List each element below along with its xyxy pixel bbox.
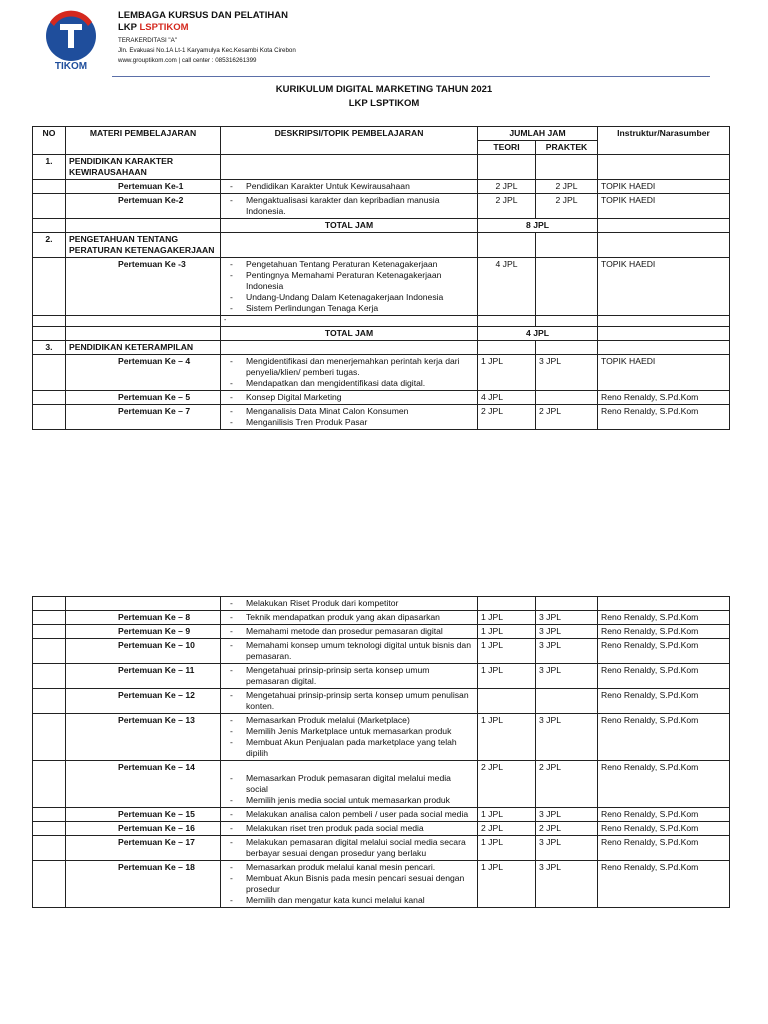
praktek-value bbox=[536, 689, 598, 714]
instructor: Reno Renaldy, S.Pd.Kom bbox=[598, 391, 730, 405]
blank-row bbox=[33, 316, 730, 327]
meeting-label: Pertemuan Ke – 9 bbox=[66, 625, 221, 639]
section-row bbox=[33, 341, 730, 355]
col-teori: TEORI bbox=[478, 141, 536, 155]
praktek-value: 2 JPL bbox=[536, 761, 598, 808]
total-value: 8 JPL bbox=[478, 219, 598, 233]
teori-value: 2 JPL bbox=[478, 194, 536, 219]
curriculum-table-page2 bbox=[32, 596, 730, 908]
instructor: Reno Renaldy, S.Pd.Kom bbox=[598, 714, 730, 761]
col-materi: MATERI PEMBELAJARAN bbox=[66, 127, 221, 155]
topic-item: - Membuat Akun Bisnis pada mesin pencari sesuai dengan prosedur bbox=[224, 873, 474, 895]
table-row bbox=[33, 180, 730, 194]
col-praktek: PRAKTEK bbox=[536, 141, 598, 155]
table-row bbox=[33, 822, 730, 836]
col-no: NO bbox=[33, 127, 66, 155]
topic-item: - Menganilisis Tren Produk Pasar bbox=[224, 417, 474, 428]
topic-item: - Memahami metode dan prosedur pemasaran digital bbox=[224, 626, 474, 637]
topic-item: - Konsep Digital Marketing bbox=[224, 392, 474, 403]
contact: www.grouptikom.com | call center : 085316261399 bbox=[118, 57, 257, 64]
lkp-name: LSPTIKOM bbox=[139, 22, 189, 33]
topic-item: - Memilih dan mengatur kata kunci melalui kanal bbox=[224, 895, 474, 906]
teori-value: 1 JPL bbox=[478, 664, 536, 689]
doc-title-line1: KURIKULUM DIGITAL MARKETING TAHUN 2021 bbox=[275, 84, 493, 95]
blank-dash: - bbox=[221, 316, 478, 327]
praktek-value: 3 JPL bbox=[536, 664, 598, 689]
total-label: TOTAL JAM bbox=[221, 327, 478, 341]
teori-value: 2 JPL bbox=[478, 761, 536, 808]
section-row bbox=[33, 233, 730, 258]
instructor: Reno Renaldy, S.Pd.Kom bbox=[598, 639, 730, 664]
topic-item: - Memasarkan Produk melalui (Marketplace) bbox=[224, 715, 474, 726]
section-title: PENDIDIKAN KETERAMPILAN bbox=[66, 341, 221, 355]
table-row bbox=[33, 391, 730, 405]
meeting-label: Pertemuan Ke – 18 bbox=[66, 861, 221, 908]
meeting-label: Pertemuan Ke – 13 bbox=[66, 714, 221, 761]
instructor: Reno Renaldy, S.Pd.Kom bbox=[598, 761, 730, 808]
table-row bbox=[33, 625, 730, 639]
tikom-logo bbox=[38, 8, 104, 74]
table-row bbox=[33, 861, 730, 908]
org-name: LEMBAGA KURSUS DAN PELATIHAN bbox=[118, 10, 288, 21]
table-row bbox=[33, 664, 730, 689]
instructor: TOPIK HAEDI bbox=[598, 355, 730, 391]
topic-item: - Mengidentifikasi dan menerjemahkan perintah kerja dari penyelia/klien/ pemberi tugas. bbox=[224, 356, 474, 378]
header-divider bbox=[112, 76, 710, 77]
teori-value: 2 JPL bbox=[478, 822, 536, 836]
instructor: Reno Renaldy, S.Pd.Kom bbox=[598, 664, 730, 689]
meeting-label: Pertemuan Ke – 10 bbox=[66, 639, 221, 664]
topic-item: - Teknik mendapatkan produk yang akan dipasarkan bbox=[224, 612, 474, 623]
meeting-label: Pertemuan Ke – 5 bbox=[66, 391, 221, 405]
meeting-label: Pertemuan Ke -3 bbox=[66, 258, 221, 316]
instructor: Reno Renaldy, S.Pd.Kom bbox=[598, 808, 730, 822]
section-no: 1. bbox=[33, 155, 66, 180]
instructor: Reno Renaldy, S.Pd.Kom bbox=[598, 836, 730, 861]
meeting-label: Pertemuan Ke – 4 bbox=[66, 355, 221, 391]
topic-item: - Memahami konsep umum teknologi digital untuk bisnis dan pemasaran. bbox=[224, 640, 474, 662]
topic-item: - Mengetahuai prinsip-prinsip serta konsep umum penulisan konten. bbox=[224, 690, 474, 712]
instructor: Reno Renaldy, S.Pd.Kom bbox=[598, 689, 730, 714]
meeting-label: Pertemuan Ke – 7 bbox=[66, 405, 221, 430]
curriculum-table-page1 bbox=[32, 126, 730, 430]
lkp-name-line: LKP LSPTIKOM bbox=[118, 22, 189, 33]
col-deskripsi: DESKRIPSI/TOPIK PEMBELAJARAN bbox=[221, 127, 478, 155]
meeting-label: Pertemuan Ke-1 bbox=[66, 180, 221, 194]
col-instruktur: Instruktur/Narasumber bbox=[598, 127, 730, 155]
praktek-value: 3 JPL bbox=[536, 639, 598, 664]
meeting-label: Pertemuan Ke – 17 bbox=[66, 836, 221, 861]
table-row bbox=[33, 194, 730, 219]
table-row bbox=[33, 355, 730, 391]
instructor: TOPIK HAEDI bbox=[598, 194, 730, 219]
instructor: Reno Renaldy, S.Pd.Kom bbox=[598, 405, 730, 430]
section-no: 3. bbox=[33, 341, 66, 355]
praktek-value bbox=[536, 258, 598, 316]
org-info bbox=[118, 10, 296, 66]
instructor: TOPIK HAEDI bbox=[598, 258, 730, 316]
doc-title-line2: LKP LSPTIKOM bbox=[348, 98, 420, 109]
table-row bbox=[33, 597, 730, 611]
praktek-value: 3 JPL bbox=[536, 355, 598, 391]
total-label: TOTAL JAM bbox=[221, 219, 478, 233]
table-row bbox=[33, 689, 730, 714]
teori-value: 1 JPL bbox=[478, 714, 536, 761]
topic-item: - Pengetahuan Tentang Peraturan Ketenagakerjaan bbox=[224, 259, 474, 270]
praktek-value: 3 JPL bbox=[536, 714, 598, 761]
meeting-label: Pertemuan Ke – 14 bbox=[66, 761, 221, 808]
table-row bbox=[33, 761, 730, 808]
topic-item: - Memasarkan Produk pemasaran digital melalui media social bbox=[224, 773, 474, 795]
topic-item: - Mendapatkan dan mengidentifikasi data digital. bbox=[224, 378, 474, 389]
topic-item: - Pendidikan Karakter Untuk Kewirausahaan bbox=[224, 181, 474, 192]
table-row bbox=[33, 639, 730, 664]
teori-value: 1 JPL bbox=[478, 861, 536, 908]
topic-item: - Melakukan pemasaran digital melalui social media secara berbayar sesuai dengan prosedur yang berlaku bbox=[224, 837, 474, 859]
instructor: Reno Renaldy, S.Pd.Kom bbox=[598, 611, 730, 625]
teori-value: 2 JPL bbox=[478, 180, 536, 194]
meeting-label: Pertemuan Ke-2 bbox=[66, 194, 221, 219]
topic-item: - Undang-Undang Dalam Ketenagakerjaan Indonesia bbox=[224, 292, 474, 303]
col-jumlah-jam: JUMLAH JAM bbox=[478, 127, 598, 141]
meeting-label: Pertemuan Ke – 11 bbox=[66, 664, 221, 689]
instructor: Reno Renaldy, S.Pd.Kom bbox=[598, 822, 730, 836]
section-row bbox=[33, 155, 730, 180]
table-row bbox=[33, 405, 730, 430]
meeting-label: Pertemuan Ke – 15 bbox=[66, 808, 221, 822]
praktek-value: 3 JPL bbox=[536, 836, 598, 861]
topic-item: - Melakukan riset tren produk pada social media bbox=[224, 823, 474, 834]
section-no: 2. bbox=[33, 233, 66, 258]
address: Jln. Evakuasi No.1A Lt-1 Karyamulya Kec.Kesambi Kota Cirebon bbox=[118, 47, 296, 54]
total-value: 4 JPL bbox=[478, 327, 598, 341]
section-title: PENGETAHUAN TENTANG PERATURAN KETENAGAKERJAAN bbox=[66, 233, 221, 258]
praktek-value: 2 JPL bbox=[536, 405, 598, 430]
topic-item: - Melakukan Riset Produk dari kompetitor bbox=[224, 598, 474, 609]
instructor: TOPIK HAEDI bbox=[598, 180, 730, 194]
topic-item: - Memasarkan produk melalui kanal mesin pencari. bbox=[224, 862, 474, 873]
praktek-value: 3 JPL bbox=[536, 625, 598, 639]
section-title: PENDIDIKAN KARAKTER KEWIRAUSAHAAN bbox=[66, 155, 221, 180]
topic-item: - Memilih Jenis Marketplace untuk memasarkan produk bbox=[224, 726, 474, 737]
teori-value: 1 JPL bbox=[478, 836, 536, 861]
table-row bbox=[33, 836, 730, 861]
teori-value: 4 JPL bbox=[478, 258, 536, 316]
total-row bbox=[33, 327, 730, 341]
topic-item: - Pentingnya Memahami Peraturan Ketenagakerjaan Indonesia bbox=[224, 270, 474, 292]
instructor: Reno Renaldy, S.Pd.Kom bbox=[598, 861, 730, 908]
topic-item: - Mengetahuai prinsip-prinsip serta konsep umum pemasaran digital. bbox=[224, 665, 474, 687]
table-row bbox=[33, 258, 730, 316]
teori-value bbox=[478, 689, 536, 714]
topic-item: - Memilih jenis media social untuk memasarkan produk bbox=[224, 795, 474, 806]
praktek-value: 2 JPL bbox=[536, 180, 598, 194]
praktek-value bbox=[536, 391, 598, 405]
teori-value: 1 JPL bbox=[478, 639, 536, 664]
teori-value: 2 JPL bbox=[478, 405, 536, 430]
meeting-label: Pertemuan Ke – 16 bbox=[66, 822, 221, 836]
table-row bbox=[33, 808, 730, 822]
meeting-label: Pertemuan Ke – 12 bbox=[66, 689, 221, 714]
praktek-value: 2 JPL bbox=[536, 194, 598, 219]
topic-item: - Melakukan analisa calon pembeli / user pada social media bbox=[224, 809, 474, 820]
teori-value: 1 JPL bbox=[478, 625, 536, 639]
meeting-label: Pertemuan Ke – 8 bbox=[66, 611, 221, 625]
teori-value: 4 JPL bbox=[478, 391, 536, 405]
topic-item: - Mengaktualisasi karakter dan kepribadian manusia Indonesia. bbox=[224, 195, 474, 217]
topic-item: - Sistem Perlindungan Tenaga Kerja bbox=[224, 303, 474, 314]
table-row bbox=[33, 611, 730, 625]
praktek-value: 3 JPL bbox=[536, 808, 598, 822]
teori-value: 1 JPL bbox=[478, 808, 536, 822]
table-row bbox=[33, 714, 730, 761]
accreditation: TERAKERDITASI "A" bbox=[118, 37, 177, 44]
teori-value: 1 JPL bbox=[478, 611, 536, 625]
praktek-value: 3 JPL bbox=[536, 611, 598, 625]
instructor: Reno Renaldy, S.Pd.Kom bbox=[598, 625, 730, 639]
svg-text:TIKOM: TIKOM bbox=[54, 61, 88, 72]
teori-value: 1 JPL bbox=[478, 355, 536, 391]
topic-item: - Membuat Akun Penjualan pada marketplace yang telah dipilih bbox=[224, 737, 474, 759]
letterhead bbox=[0, 0, 768, 80]
topic-item: - Menganalisis Data Minat Calon Konsumen bbox=[224, 406, 474, 417]
praktek-value: 3 JPL bbox=[536, 861, 598, 908]
total-row bbox=[33, 219, 730, 233]
praktek-value: 2 JPL bbox=[536, 822, 598, 836]
